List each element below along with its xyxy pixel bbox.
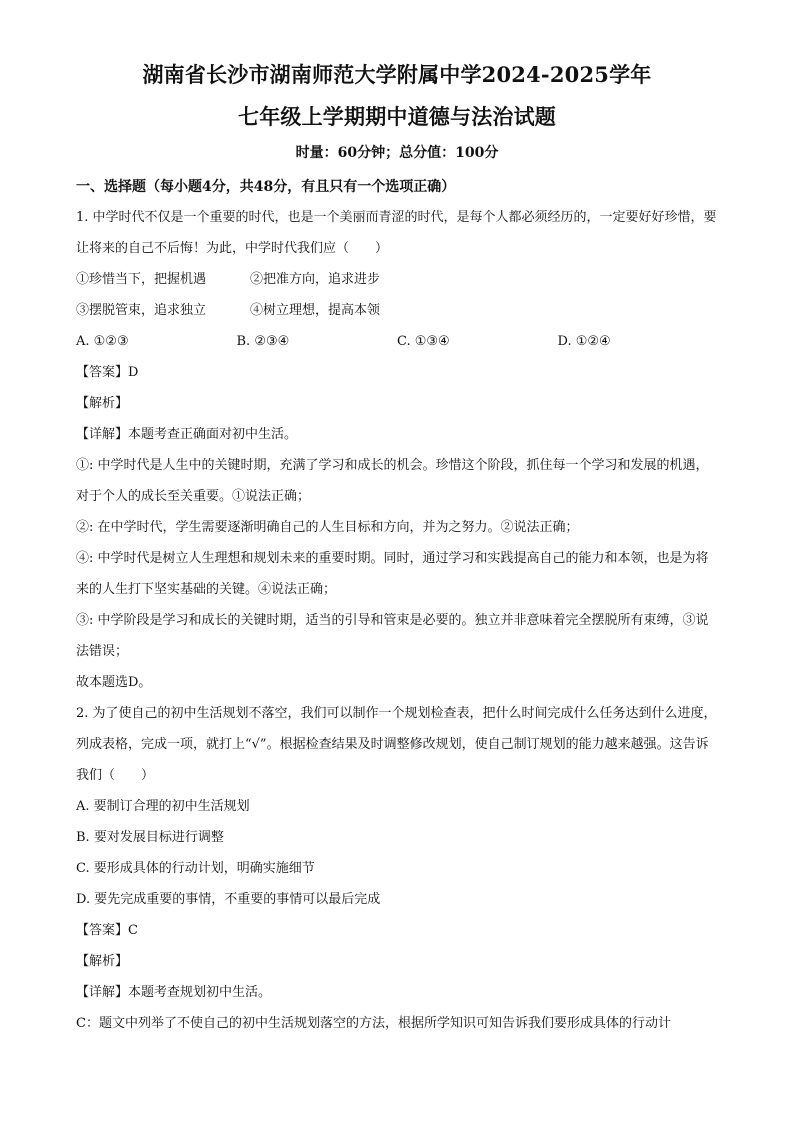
question-1-detail [76, 419, 718, 450]
question-2-partial-explanation: C：题文中列举了不使自己的初中生活规划落空的方法，根据所学知识可知告诉我们要形成具体的行动计 [76, 1016, 671, 1031]
explanation-1: ①: 中学时代是人生中的关键时期，充满了学习和成长的机会。珍惜这个阶段，抓住每一个学习和发展的机遇，对于个人的成长至关重要。①说法正确； [76, 458, 709, 504]
exam-title-line-1: 湖南省长沙市湖南师范大学附属中学2024-2025学年 [142, 62, 652, 87]
option-b: B. 要对发展目标进行调整 [76, 830, 224, 845]
question-2-analysis-label: 【解析】 [76, 954, 129, 969]
option-c: C. 要形成具体的行动计划，明确实施细节 [76, 861, 315, 876]
question-1-conclusion: 故本题选D。 [76, 675, 152, 690]
answer-label: 【答案】 [76, 365, 129, 380]
question-1-analysis-label: 【解析】 [76, 396, 129, 411]
answer-value: C [128, 923, 138, 938]
detail-text: 本题考查正确面对初中生活。 [128, 427, 298, 442]
question-1-statements-row-2 [76, 295, 718, 326]
answer-label: 【答案】 [76, 923, 129, 938]
question-1-answer [76, 357, 718, 388]
detail-text: 本题考查规划初中生活。 [128, 985, 272, 1000]
statement-3: ③摆脱管束，追求独立 [76, 303, 207, 318]
question-1-stem: 1. 中学时代不仅是一个重要的时代，也是一个美丽而青涩的时代，是每个人都必须经历的，一定要好好珍惜，要让将来的自己不后悔！为此，中学时代我们应（ ） [76, 210, 717, 256]
option-a: A. ①②③ [76, 334, 129, 349]
option-a: A. 要制订合理的初中生活规划 [76, 799, 250, 814]
answer-value: D [128, 365, 139, 380]
question-1 [76, 202, 718, 698]
question-1-statements-row-1 [76, 264, 718, 295]
explanation-4: ④: 中学时代是树立人生理想和规划未来的重要时期。同时，通过学习和实践提高自己的能力和本领，也是为将来的人生打下坚实基础的关键。④说法正确； [76, 551, 709, 597]
option-c: C. ①③④ [397, 334, 450, 349]
question-2-detail [76, 977, 718, 1008]
question-2-stem: 2. 为了使自己的初中生活规划不落空，我们可以制作一个规划检查表，把什么时间完成什么任务达到什么进度，列成表格，完成一项，就打上“√”。根据检查结果及时调整修改规划，使自己制订规划的能力越来越强。这告诉我们（ ） [76, 706, 717, 783]
section-heading-multiple-choice: 一、选择题（每小题4分，共48分，有且只有一个选项正确） [76, 179, 456, 195]
statement-4: ④树立理想，提高本领 [250, 303, 381, 318]
statement-1: ①珍惜当下，把握机遇 [76, 272, 207, 287]
option-b: B. ②③④ [236, 334, 290, 349]
statement-2: ②把准方向，追求进步 [250, 272, 381, 287]
detail-label: 【详解】 [76, 985, 129, 1000]
explanation-2: ②: 在中学时代，学生需要逐渐明确自己的人生目标和方向，并为之努力。②说法正确； [76, 520, 579, 535]
exam-time-and-score: 时量：60分钟；总分值：100分 [295, 145, 499, 161]
option-d: D. ①②④ [557, 334, 611, 349]
option-d: D. 要先完成重要的事情，不重要的事情可以最后完成 [76, 892, 381, 907]
detail-label: 【详解】 [76, 427, 129, 442]
question-1-options [76, 326, 718, 357]
explanation-3: ③: 中学阶段是学习和成长的关键时期，适当的引导和管束是必要的。独立并非意味着完全摆脱所有束缚，③说法错误； [76, 613, 709, 659]
question-2-answer [76, 915, 718, 946]
exam-title-line-2: 七年级上学期期中道德与法治试题 [238, 104, 556, 129]
question-2 [76, 698, 718, 1039]
